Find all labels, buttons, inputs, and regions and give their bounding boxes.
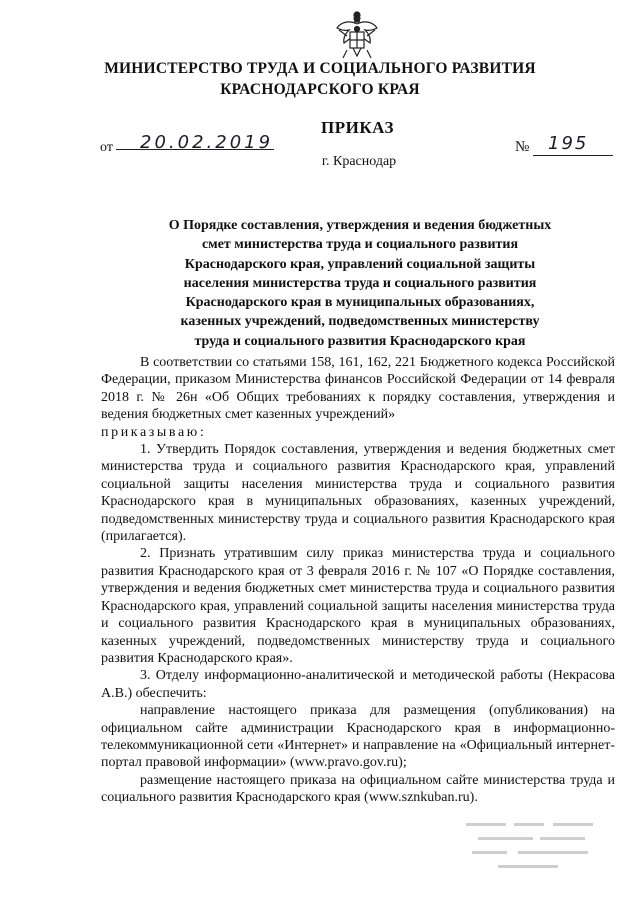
subject-line: казенных учреждений, подведомственных министерству — [180, 314, 540, 330]
subject-line: О Порядке составления, утверждения и ведения бюджетных — [168, 218, 552, 233]
order-number: 195 — [548, 133, 589, 154]
order-date: 20.02.2019 — [140, 132, 274, 153]
order-subject — [150, 216, 570, 351]
paragraph-2: 2. Признать утратившим силу приказ министерства труда и социального развития Краснодарского края от 3 февраля 2016 г. № 107 «О Порядке составления, утверждения и ведения бюджетных смет министерства труда и социального развития Краснодарского края, управлений социальной защиты населения министерства труда и социального развития Краснодарского края в муниципальных образованиях, казенных учреждений, подведомственных министерству труда и социального развития Краснодарского края». — [101, 546, 615, 666]
order-word-line — [101, 424, 615, 441]
number-prefix: № — [515, 139, 530, 155]
city: г. Краснодар — [321, 154, 397, 169]
ministry-name-line1: МИНИСТЕРСТВО ТРУДА И СОЦИАЛЬНОГО РАЗВИТИЯ — [104, 60, 536, 77]
paragraph-3b: размещение настоящего приказа на официальном сайте министерства труда и социального развития Краснодарского края (www.sznkuban.ru). — [101, 772, 615, 806]
order-body — [101, 354, 615, 807]
ministry-name-line2: КРАСНОДАРСКОГО КРАЯ — [220, 81, 420, 98]
paragraph-1: 1. Утвердить Порядок составления, утверждения и ведения бюджетных смет министерства труда и социального развития Краснодарского края, управлений социальной защиты населения министерства труда и социального развития Краснодарского края в муниципальных образованиях, казенных учреждений, подведомственных министерству труда и социального развития Краснодарского края (прилагается). — [101, 442, 615, 545]
subject-line: смет министерства труда и социального развития — [201, 237, 519, 253]
order-title: ПРИКАЗ — [321, 118, 394, 137]
subject-line: труда и социального развития Краснодарского края — [194, 333, 526, 349]
order-word: приказываю: — [101, 424, 207, 440]
coat-of-arms-icon — [335, 10, 379, 62]
paragraph-3: 3. Отделу информационно-аналитической и методической работы (Некрасова А.В.) обеспечить: — [101, 668, 615, 701]
subject-line: Краснодарского края, управлений социальной защиты — [184, 256, 536, 272]
preamble-paragraph: В соответствии со статьями 158, 161, 162, 221 Бюджетного кодекса Российской Федерации, приказом Министерства финансов Российской Федерации от 14 февраля 2018 г. № 26н «Об Общих требованиях к порядку составления, утверждения и ведения бюджетных смет казенных учреждений» — [101, 355, 615, 423]
subject-line: Краснодарского края в муниципальных образованиях, — [185, 295, 535, 311]
paragraph-3a: направление настоящего приказа для размещения (опубликования) на официальном сайте администрации Краснодарского края в информационно-телекоммуникационной сети «Интернет» и направление на «Официальный интернет-портал правовой информации» (www.pravo.gov.ru); — [101, 703, 615, 771]
date-prefix: от — [100, 140, 113, 155]
subject-line: населения министерства труда и социального развития — [183, 275, 537, 291]
faint-stamp-marks — [458, 815, 608, 875]
